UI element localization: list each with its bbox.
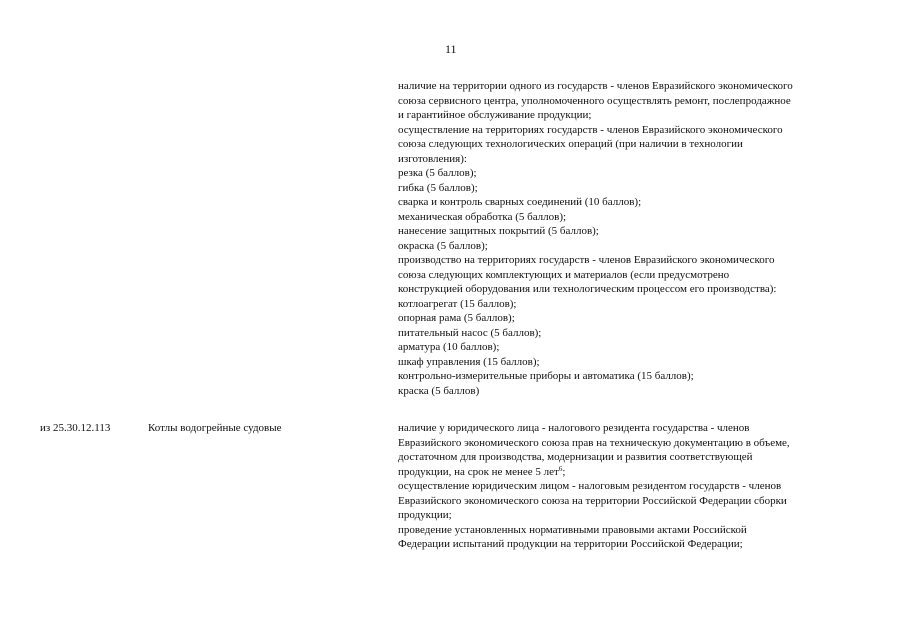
requirement-line: сварка и контроль сварных соединений (10 баллов); xyxy=(398,196,642,208)
requirement-line: нанесение защитных покрытий (5 баллов); xyxy=(398,225,599,237)
requirements-block-top xyxy=(398,79,878,398)
requirement-line: осуществление на территориях государств - членов Евразийского экономического xyxy=(398,123,783,136)
requirement-line: шкаф управления (15 баллов); xyxy=(398,355,540,368)
requirement-line: опорная рама (5 баллов); xyxy=(398,312,515,324)
requirement-line: продукции; xyxy=(398,509,452,521)
requirement-line: проведение установленных нормативными правовыми актами Российской xyxy=(398,523,747,536)
requirement-line: союза следующих комплектующих и материалов (если предусмотрено xyxy=(398,268,730,281)
requirement-line: осуществление юридическим лицом - налоговым резидентом государств - членов xyxy=(398,480,782,492)
requirement-line-footnoted xyxy=(398,465,878,480)
requirement-line: наличие на территории одного из государств - членов Евразийского экономического xyxy=(398,80,793,92)
requirement-line: производство на территориях государств - членов Евразийского экономического xyxy=(398,254,775,266)
requirement-line: окраска (5 баллов); xyxy=(398,239,488,252)
requirement-line: питательный насос (5 баллов); xyxy=(398,326,542,339)
okpd-code: из 25.30.12.113 xyxy=(40,422,111,434)
requirement-line: союза следующих технологических операций (при наличии в технологии xyxy=(398,138,743,150)
requirement-line: механическая обработка (5 баллов); xyxy=(398,210,567,223)
product-name: Котлы водогрейные судовые xyxy=(148,422,282,434)
requirement-line: котлоагрегат (15 баллов); xyxy=(398,297,517,310)
page-number: 11 xyxy=(445,42,457,56)
requirement-line: конструкцией оборудования или технологическим процессом его производства): xyxy=(398,283,777,295)
requirement-line: Федерации испытаний продукции на территории Российской Федерации; xyxy=(398,538,743,550)
requirement-line: союза сервисного центра, уполномоченного осуществлять ремонт, послепродажное xyxy=(398,94,791,107)
requirement-line: и гарантийное обслуживание продукции; xyxy=(398,109,592,121)
requirement-line: наличие у юридического лица - налогового резидента государства - членов xyxy=(398,422,750,434)
requirement-line: гибка (5 баллов); xyxy=(398,181,478,194)
requirement-line: Евразийского экономического союза на территории Российской Федерации сборки xyxy=(398,494,787,507)
requirement-punct: ; xyxy=(562,465,566,478)
footnote-mark: 6 xyxy=(558,464,563,473)
requirement-line: Евразийского экономического союза прав на техническую документацию в объеме, xyxy=(398,436,790,449)
requirement-line: достаточном для производства, модернизации и развития соответствующей xyxy=(398,451,753,463)
requirement-line: краска (5 баллов) xyxy=(398,384,480,397)
requirements-block-bottom xyxy=(398,421,878,552)
requirement-line: изготовления): xyxy=(398,152,467,165)
requirement-line: арматура (10 баллов); xyxy=(398,341,500,353)
requirement-line: резка (5 баллов); xyxy=(398,167,477,179)
requirement-text: продукции, на срок не менее 5 лет xyxy=(398,465,559,478)
requirement-line: контрольно-измерительные приборы и автоматика (15 баллов); xyxy=(398,370,694,382)
